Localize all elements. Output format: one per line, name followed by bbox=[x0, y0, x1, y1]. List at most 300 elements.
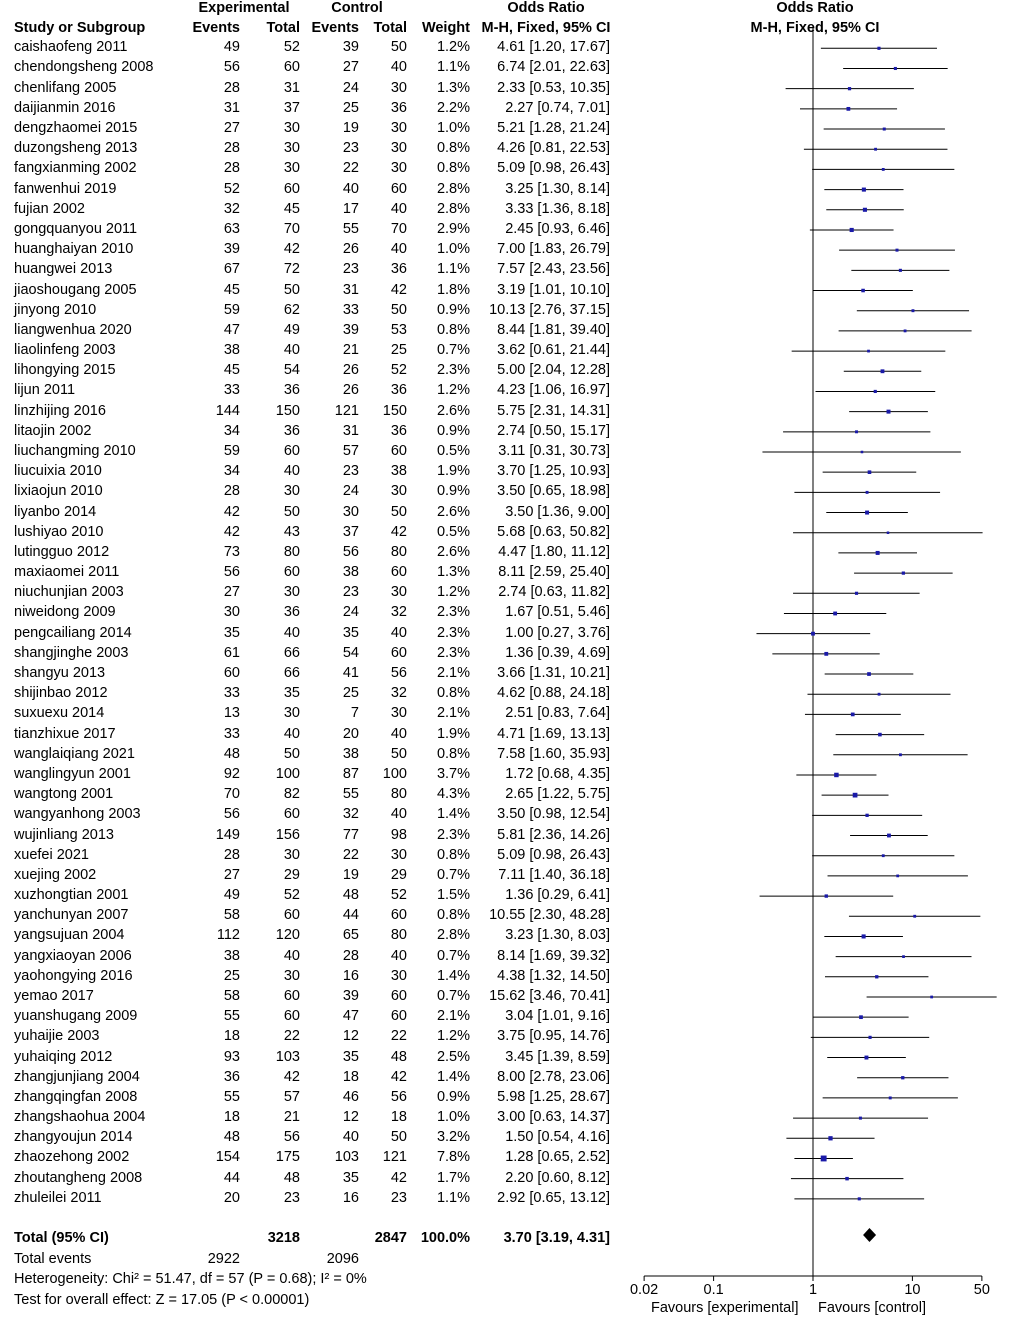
ctl-events: 24 bbox=[342, 604, 359, 620]
exp-events: 93 bbox=[223, 1049, 240, 1065]
weight: 0.7% bbox=[436, 988, 470, 1004]
point-estimate bbox=[882, 854, 885, 857]
study-name: xuzhongtian 2001 bbox=[14, 887, 129, 903]
exp-events: 112 bbox=[216, 927, 240, 943]
ctl-events: 57 bbox=[342, 443, 359, 459]
odds-ratio-ci: 3.25 [1.30, 8.14] bbox=[505, 181, 610, 197]
point-estimate bbox=[881, 369, 885, 373]
study-name: wanglingyun 2001 bbox=[14, 766, 131, 782]
study-name: liyanbo 2014 bbox=[14, 504, 97, 520]
odds-ratio-ci: 5.81 [2.36, 14.26] bbox=[497, 827, 610, 843]
odds-ratio-ci: 1.28 [0.65, 2.52] bbox=[505, 1149, 610, 1165]
exp-total: 40 bbox=[283, 463, 300, 479]
ctl-total: 30 bbox=[390, 120, 407, 136]
exp-total: 37 bbox=[283, 100, 300, 116]
point-estimate bbox=[862, 934, 866, 938]
exp-total: 150 bbox=[275, 403, 300, 419]
odds-ratio-ci: 5.21 [1.28, 21.24] bbox=[497, 120, 610, 136]
weight: 0.8% bbox=[436, 322, 470, 338]
odds-ratio-ci: 3.50 [0.65, 18.98] bbox=[497, 483, 610, 499]
odds-ratio-ci: 10.13 [2.76, 37.15] bbox=[489, 302, 610, 318]
ctl-events: 26 bbox=[342, 362, 359, 378]
odds-ratio-ci: 4.26 [0.81, 22.53] bbox=[497, 140, 610, 156]
exp-total: 30 bbox=[283, 160, 300, 176]
study-name: yanchunyan 2007 bbox=[14, 907, 129, 923]
odds-ratio-ci: 3.04 [1.01, 9.16] bbox=[505, 1008, 610, 1024]
ctl-events: 16 bbox=[342, 968, 359, 984]
ctl-events: 87 bbox=[342, 766, 359, 782]
exp-total: 66 bbox=[283, 645, 300, 661]
point-estimate bbox=[866, 491, 869, 494]
ctl-events: 39 bbox=[342, 322, 359, 338]
odds-ratio-ci: 5.98 [1.25, 28.67] bbox=[497, 1089, 610, 1105]
ctl-events: 17 bbox=[342, 201, 359, 217]
odds-ratio-ci: 2.65 [1.22, 5.75] bbox=[505, 786, 610, 802]
ctl-events: 55 bbox=[342, 786, 359, 802]
ctl-events: 35 bbox=[342, 625, 359, 641]
exp-total: 30 bbox=[283, 705, 300, 721]
odds-ratio-ci: 1.72 [0.68, 4.35] bbox=[505, 766, 610, 782]
point-estimate bbox=[863, 208, 867, 212]
header-study: Study or Subgroup bbox=[14, 20, 146, 36]
point-estimate bbox=[874, 148, 877, 151]
exp-events: 27 bbox=[223, 867, 240, 883]
ctl-events: 35 bbox=[342, 1170, 359, 1186]
study-name: maxiaomei 2011 bbox=[14, 564, 120, 580]
ctl-events: 23 bbox=[342, 261, 359, 277]
header-method-plot: M-H, Fixed, 95% CI bbox=[750, 20, 880, 36]
weight: 1.9% bbox=[436, 726, 470, 742]
point-estimate bbox=[845, 1177, 848, 1180]
exp-events: 58 bbox=[223, 988, 240, 1004]
ctl-events: 65 bbox=[342, 927, 359, 943]
odds-ratio-ci: 7.00 [1.83, 26.79] bbox=[497, 241, 610, 257]
odds-ratio-ci: 4.38 [1.32, 14.50] bbox=[497, 968, 610, 984]
ctl-events: 39 bbox=[342, 39, 359, 55]
ctl-total: 60 bbox=[390, 181, 407, 197]
weight: 2.5% bbox=[436, 1049, 470, 1065]
study-name: shijinbao 2012 bbox=[14, 685, 108, 701]
weight: 1.4% bbox=[436, 806, 470, 822]
study-name: shangyu 2013 bbox=[14, 665, 106, 681]
odds-ratio-ci: 2.20 [0.60, 8.12] bbox=[505, 1170, 610, 1186]
exp-events: 34 bbox=[223, 463, 240, 479]
exp-total: 23 bbox=[283, 1190, 300, 1206]
exp-total: 40 bbox=[283, 948, 300, 964]
odds-ratio-ci: 3.23 [1.30, 8.03] bbox=[505, 927, 610, 943]
ctl-events: 20 bbox=[342, 726, 359, 742]
exp-total: 62 bbox=[283, 302, 300, 318]
study-name: liuchangming 2010 bbox=[14, 443, 136, 459]
odds-ratio-ci: 8.14 [1.69, 39.32] bbox=[497, 948, 610, 964]
point-estimate bbox=[862, 188, 866, 192]
point-estimate bbox=[848, 87, 851, 90]
header-control: Control bbox=[331, 0, 383, 16]
ctl-total: 30 bbox=[390, 705, 407, 721]
ctl-events: 26 bbox=[342, 382, 359, 398]
weight: 1.9% bbox=[436, 463, 470, 479]
odds-ratio-ci: 3.70 [1.25, 10.93] bbox=[497, 463, 610, 479]
point-estimate bbox=[913, 915, 916, 918]
ctl-events: 38 bbox=[342, 746, 359, 762]
ctl-total: 38 bbox=[390, 463, 407, 479]
exp-events: 36 bbox=[223, 1069, 240, 1085]
exp-events: 27 bbox=[223, 584, 240, 600]
odds-ratio-ci: 5.09 [0.98, 26.43] bbox=[497, 847, 610, 863]
exp-total: 42 bbox=[283, 241, 300, 257]
exp-total: 36 bbox=[283, 382, 300, 398]
ctl-events: 46 bbox=[342, 1089, 359, 1105]
ctl-total: 70 bbox=[390, 221, 407, 237]
point-estimate bbox=[883, 128, 886, 131]
exp-events: 63 bbox=[223, 221, 240, 237]
exp-events: 28 bbox=[223, 847, 240, 863]
ctl-total: 40 bbox=[390, 201, 407, 217]
ctl-total: 60 bbox=[390, 645, 407, 661]
weight: 2.1% bbox=[436, 1008, 470, 1024]
ctl-events: 7 bbox=[350, 705, 359, 721]
weight: 1.3% bbox=[436, 80, 470, 96]
ctl-events: 28 bbox=[342, 948, 359, 964]
study-name: zhangjunjiang 2004 bbox=[14, 1069, 140, 1085]
exp-events: 56 bbox=[223, 564, 240, 580]
odds-ratio-ci: 2.74 [0.50, 15.17] bbox=[497, 423, 610, 439]
ctl-total: 42 bbox=[390, 1170, 407, 1186]
ctl-events: 19 bbox=[342, 120, 359, 136]
exp-total: 175 bbox=[275, 1149, 300, 1165]
ctl-total: 40 bbox=[390, 241, 407, 257]
point-estimate bbox=[861, 289, 865, 293]
point-estimate bbox=[889, 1096, 892, 1099]
ctl-events: 48 bbox=[342, 887, 359, 903]
ctl-events: 55 bbox=[342, 221, 359, 237]
pooled-diamond bbox=[863, 1228, 876, 1242]
exp-total: 50 bbox=[283, 746, 300, 762]
exp-total: 60 bbox=[283, 806, 300, 822]
study-name: yuhaijie 2003 bbox=[14, 1028, 100, 1044]
exp-events: 42 bbox=[223, 504, 240, 520]
exp-events: 13 bbox=[223, 705, 240, 721]
exp-events: 55 bbox=[223, 1008, 240, 1024]
study-name: chendongsheng 2008 bbox=[14, 59, 154, 75]
weight: 0.8% bbox=[436, 847, 470, 863]
exp-total: 30 bbox=[283, 584, 300, 600]
ctl-events: 33 bbox=[342, 302, 359, 318]
ctl-events: 56 bbox=[342, 544, 359, 560]
exp-total: 43 bbox=[283, 524, 300, 540]
odds-ratio-ci: 4.62 [0.88, 24.18] bbox=[497, 685, 610, 701]
study-name: tianzhixue 2017 bbox=[14, 726, 116, 742]
study-name: yuhaiqing 2012 bbox=[14, 1049, 113, 1065]
study-name: yemao 2017 bbox=[14, 988, 94, 1004]
study-name: wangtong 2001 bbox=[14, 786, 114, 802]
exp-events: 70 bbox=[223, 786, 240, 802]
exp-total: 30 bbox=[283, 968, 300, 984]
point-estimate bbox=[868, 470, 872, 474]
study-name: liaolinfeng 2003 bbox=[14, 342, 116, 358]
exp-events: 59 bbox=[223, 302, 240, 318]
exp-events: 59 bbox=[223, 443, 240, 459]
odds-ratio-ci: 2.33 [0.53, 10.35] bbox=[497, 80, 610, 96]
study-name: wujinliang 2013 bbox=[14, 827, 114, 843]
ctl-total: 42 bbox=[390, 282, 407, 298]
exp-events: 73 bbox=[223, 544, 240, 560]
point-estimate bbox=[901, 1076, 904, 1079]
weight: 4.3% bbox=[436, 786, 470, 802]
weight: 0.9% bbox=[436, 302, 470, 318]
weight: 1.3% bbox=[436, 564, 470, 580]
odds-ratio-ci: 7.58 [1.60, 35.93] bbox=[497, 746, 610, 762]
ctl-events: 31 bbox=[342, 282, 359, 298]
odds-ratio-ci: 2.92 [0.65, 13.12] bbox=[497, 1190, 610, 1206]
weight: 0.8% bbox=[436, 746, 470, 762]
ctl-total: 80 bbox=[390, 786, 407, 802]
ctl-total: 60 bbox=[390, 564, 407, 580]
ctl-events: 22 bbox=[342, 160, 359, 176]
point-estimate bbox=[894, 67, 897, 70]
weight: 1.1% bbox=[436, 261, 470, 277]
point-estimate bbox=[811, 632, 815, 636]
exp-events: 44 bbox=[223, 1170, 240, 1186]
study-name: huangwei 2013 bbox=[14, 261, 113, 277]
ctl-events: 32 bbox=[342, 806, 359, 822]
study-name: lushiyao 2010 bbox=[14, 524, 104, 540]
odds-ratio-ci: 7.11 [1.40, 36.18] bbox=[498, 867, 610, 883]
weight: 2.8% bbox=[436, 927, 470, 943]
ctl-total: 40 bbox=[390, 948, 407, 964]
heterogeneity: Heterogeneity: Chi² = 51.47, df = 57 (P = 0.68); I² = 0% bbox=[14, 1271, 367, 1287]
weight: 2.9% bbox=[436, 221, 470, 237]
ctl-total: 32 bbox=[390, 604, 407, 620]
ctl-total: 48 bbox=[390, 1049, 407, 1065]
study-name: yangxiaoyan 2006 bbox=[14, 948, 132, 964]
point-estimate bbox=[850, 228, 854, 232]
ctl-events: 121 bbox=[334, 403, 359, 419]
study-name: niuchunjian 2003 bbox=[14, 584, 124, 600]
point-estimate bbox=[855, 592, 858, 595]
weight: 2.2% bbox=[436, 100, 470, 116]
ctl-events: 54 bbox=[342, 645, 359, 661]
study-name: suxuexu 2014 bbox=[14, 705, 105, 721]
point-estimate bbox=[896, 249, 899, 252]
study-name: jiaoshougang 2005 bbox=[14, 282, 137, 298]
ctl-events: 23 bbox=[342, 463, 359, 479]
study-name: huanghaiyan 2010 bbox=[14, 241, 134, 257]
point-estimate bbox=[865, 511, 869, 515]
axis-tick-label: 0.02 bbox=[629, 1282, 659, 1298]
odds-ratio-ci: 5.09 [0.98, 26.43] bbox=[497, 160, 610, 176]
point-estimate bbox=[824, 652, 828, 656]
ctl-events: 25 bbox=[342, 685, 359, 701]
exp-total: 40 bbox=[283, 726, 300, 742]
ctl-events: 21 bbox=[342, 342, 359, 358]
weight: 3.2% bbox=[436, 1129, 470, 1145]
weight: 1.2% bbox=[436, 584, 470, 600]
point-estimate bbox=[911, 309, 914, 312]
exp-events: 30 bbox=[223, 604, 240, 620]
weight: 0.9% bbox=[436, 423, 470, 439]
point-estimate bbox=[825, 894, 828, 897]
odds-ratio-ci: 3.62 [0.61, 21.44] bbox=[497, 342, 610, 358]
exp-total: 45 bbox=[283, 201, 300, 217]
header-ctl-events: Events bbox=[311, 20, 359, 36]
ctl-total: 53 bbox=[390, 322, 407, 338]
exp-events: 49 bbox=[223, 39, 240, 55]
exp-events: 48 bbox=[223, 1129, 240, 1145]
ctl-total: 36 bbox=[390, 423, 407, 439]
exp-events: 45 bbox=[223, 282, 240, 298]
point-estimate bbox=[896, 875, 899, 878]
exp-events: 60 bbox=[223, 665, 240, 681]
point-estimate bbox=[902, 571, 905, 574]
weight: 0.5% bbox=[436, 524, 470, 540]
ctl-events: 22 bbox=[342, 847, 359, 863]
point-estimate bbox=[904, 329, 907, 332]
odds-ratio-ci: 10.55 [2.30, 48.28] bbox=[489, 907, 610, 923]
ctl-total: 98 bbox=[390, 827, 407, 843]
ctl-events: 19 bbox=[342, 867, 359, 883]
exp-total: 60 bbox=[283, 59, 300, 75]
odds-ratio-ci: 3.11 [0.31, 30.73] bbox=[498, 443, 610, 459]
study-name: caishaofeng 2011 bbox=[14, 39, 128, 55]
header-weight: Weight bbox=[421, 20, 470, 36]
exp-total: 60 bbox=[283, 564, 300, 580]
point-estimate bbox=[861, 451, 864, 454]
weight: 1.0% bbox=[436, 1109, 470, 1125]
exp-events: 33 bbox=[223, 382, 240, 398]
exp-total: 42 bbox=[283, 1069, 300, 1085]
exp-events: 61 bbox=[223, 645, 240, 661]
odds-ratio-ci: 2.51 [0.83, 7.64] bbox=[505, 705, 610, 721]
point-estimate bbox=[833, 612, 837, 616]
ctl-total: 25 bbox=[390, 342, 407, 358]
axis-tick-label: 1 bbox=[808, 1282, 818, 1298]
study-name: fanwenhui 2019 bbox=[14, 181, 117, 197]
exp-total: 82 bbox=[283, 786, 300, 802]
exp-events: 58 bbox=[223, 907, 240, 923]
weight: 1.1% bbox=[436, 59, 470, 75]
odds-ratio-ci: 5.75 [2.31, 14.31] bbox=[497, 403, 610, 419]
exp-total: 50 bbox=[283, 282, 300, 298]
weight: 2.8% bbox=[436, 201, 470, 217]
exp-total: 72 bbox=[283, 261, 300, 277]
point-estimate bbox=[930, 996, 933, 999]
study-name: gongquanyou 2011 bbox=[14, 221, 138, 237]
study-name: lixiaojun 2010 bbox=[14, 483, 103, 499]
exp-total: 57 bbox=[283, 1089, 300, 1105]
weight: 1.1% bbox=[436, 1190, 470, 1206]
weight: 2.1% bbox=[436, 705, 470, 721]
odds-ratio-ci: 4.71 [1.69, 13.13] bbox=[497, 726, 610, 742]
ctl-events: 23 bbox=[342, 140, 359, 156]
axis-tick-label: 10 bbox=[904, 1282, 921, 1298]
ctl-events: 39 bbox=[342, 988, 359, 1004]
ctl-total: 52 bbox=[390, 887, 407, 903]
exp-total: 80 bbox=[283, 544, 300, 560]
odds-ratio-ci: 3.33 [1.36, 8.18] bbox=[505, 201, 610, 217]
weight: 0.7% bbox=[436, 867, 470, 883]
study-name: niweidong 2009 bbox=[14, 604, 116, 620]
odds-ratio-ci: 3.66 [1.31, 10.21] bbox=[497, 665, 610, 681]
ctl-total: 36 bbox=[390, 382, 407, 398]
exp-total: 31 bbox=[283, 80, 300, 96]
exp-total: 48 bbox=[283, 1170, 300, 1186]
study-name: yaohongying 2016 bbox=[14, 968, 133, 984]
weight: 1.5% bbox=[436, 887, 470, 903]
odds-ratio-ci: 4.61 [1.20, 17.67] bbox=[497, 39, 610, 55]
exp-total: 40 bbox=[283, 625, 300, 641]
exp-events: 39 bbox=[223, 241, 240, 257]
exp-total: 52 bbox=[283, 887, 300, 903]
weight: 1.7% bbox=[436, 1170, 470, 1186]
exp-events: 18 bbox=[223, 1109, 240, 1125]
ctl-total: 23 bbox=[390, 1190, 407, 1206]
point-estimate bbox=[882, 168, 885, 171]
exp-events: 38 bbox=[223, 948, 240, 964]
exp-events: 31 bbox=[223, 100, 240, 116]
ctl-total: 36 bbox=[390, 100, 407, 116]
study-name: jinyong 2010 bbox=[14, 302, 97, 318]
ctl-total: 30 bbox=[390, 483, 407, 499]
exp-events: 20 bbox=[223, 1190, 240, 1206]
weight: 0.9% bbox=[436, 1089, 470, 1105]
weight: 1.0% bbox=[436, 241, 470, 257]
exp-events: 144 bbox=[215, 403, 240, 419]
point-estimate bbox=[859, 1117, 862, 1120]
exp-total: 56 bbox=[283, 1129, 300, 1145]
ctl-events: 23 bbox=[342, 584, 359, 600]
ctl-total: 150 bbox=[382, 403, 407, 419]
header-odds-ratio-plot: Odds Ratio bbox=[776, 0, 854, 16]
study-name: linzhijing 2016 bbox=[14, 403, 106, 419]
weight: 2.6% bbox=[436, 403, 470, 419]
ctl-total: 30 bbox=[390, 160, 407, 176]
ctl-events: 103 bbox=[334, 1149, 359, 1165]
exp-events: 32 bbox=[223, 201, 240, 217]
odds-ratio-ci: 1.36 [0.39, 4.69] bbox=[505, 645, 610, 661]
odds-ratio-ci: 1.36 [0.29, 6.41] bbox=[505, 887, 610, 903]
exp-events: 28 bbox=[223, 80, 240, 96]
exp-events: 56 bbox=[223, 59, 240, 75]
study-name: lijun 2011 bbox=[14, 382, 76, 398]
point-estimate bbox=[864, 1056, 868, 1060]
exp-events: 47 bbox=[223, 322, 240, 338]
point-estimate bbox=[887, 410, 891, 414]
study-name: shangjinghe 2003 bbox=[14, 645, 129, 661]
study-name: zhangyoujun 2014 bbox=[14, 1129, 133, 1145]
study-name: zhangshaohua 2004 bbox=[14, 1109, 146, 1125]
weight: 2.8% bbox=[436, 181, 470, 197]
exp-total: 22 bbox=[283, 1028, 300, 1044]
weight: 1.2% bbox=[436, 382, 470, 398]
ctl-total: 52 bbox=[390, 362, 407, 378]
exp-total: 60 bbox=[283, 181, 300, 197]
point-estimate bbox=[887, 834, 891, 838]
ctl-events: 24 bbox=[342, 483, 359, 499]
study-name: fujian 2002 bbox=[14, 201, 85, 217]
ctl-total: 30 bbox=[390, 847, 407, 863]
exp-total: 66 bbox=[283, 665, 300, 681]
odds-ratio-ci: 5.00 [2.04, 12.28] bbox=[497, 362, 610, 378]
ctl-events: 44 bbox=[342, 907, 359, 923]
ctl-total: 50 bbox=[390, 1129, 407, 1145]
exp-total: 36 bbox=[283, 604, 300, 620]
study-name: fangxianming 2002 bbox=[14, 160, 137, 176]
point-estimate bbox=[902, 955, 905, 958]
odds-ratio-ci: 1.00 [0.27, 3.76] bbox=[505, 625, 610, 641]
study-name: chenlifang 2005 bbox=[14, 80, 117, 96]
ctl-total: 30 bbox=[390, 80, 407, 96]
